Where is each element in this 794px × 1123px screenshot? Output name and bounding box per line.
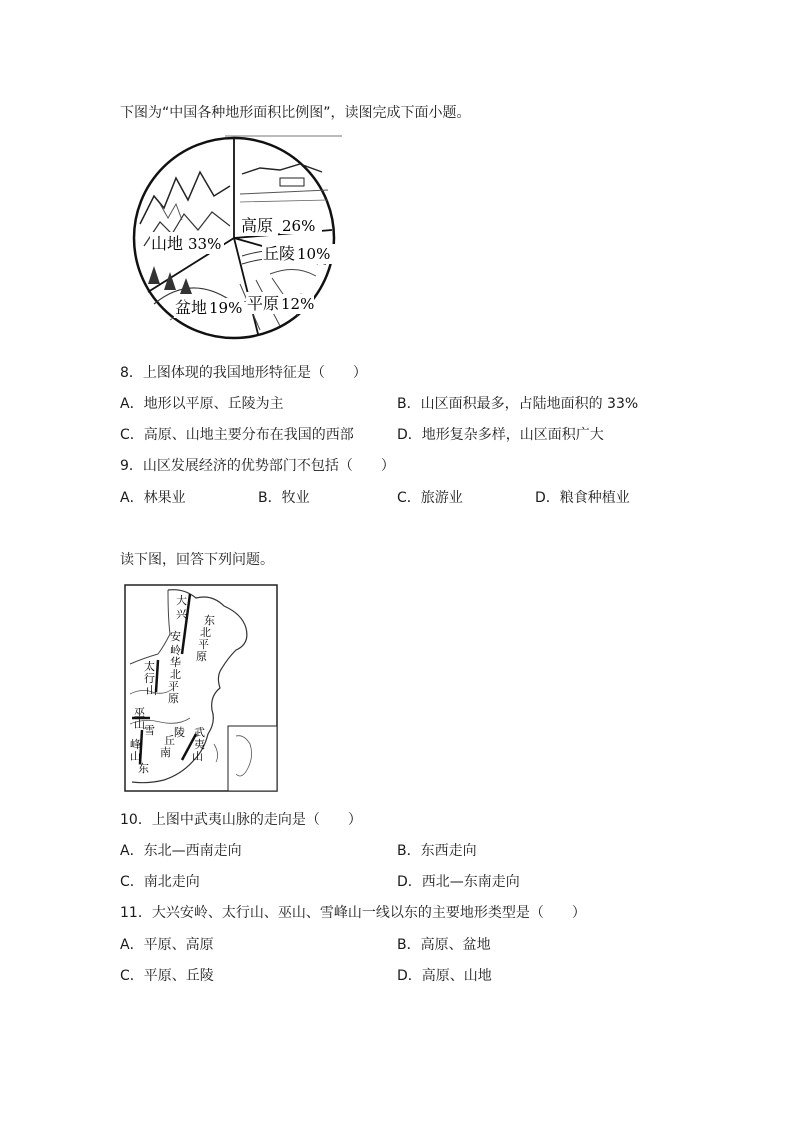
q10-stem: 10．上图中武夷山脉的走向是（ ）: [120, 812, 362, 828]
pie-label-mountain: 山地: [151, 234, 184, 253]
q9-option-c[interactable]: C．旅游业: [397, 490, 463, 506]
map-label-taihang-1: 太: [144, 660, 155, 673]
q10-option-a[interactable]: A．东北—西南走向: [120, 843, 242, 859]
pie-label-plain: 平原: [247, 294, 280, 313]
q11-option-a[interactable]: A．平原、高原: [120, 937, 214, 953]
map-label-daxinganling-2: 兴: [176, 608, 187, 621]
q11-stem: 11．大兴安岭、太行山、巫山、雪峰山一线以东的主要地形类型是（ ）: [120, 905, 586, 921]
map-label-huabei-2: 北: [170, 668, 181, 681]
terrain-pie-chart: [130, 134, 345, 346]
map-label-huabei-3: 平: [168, 680, 179, 693]
map-label-wu-2: 山: [134, 718, 145, 731]
pie-label-plateau: 高原: [241, 216, 274, 235]
map-label-wuyi-2: 夷: [194, 738, 205, 751]
map-label-dongnan-2: 南: [160, 746, 171, 759]
map-label-xuefeng-1: 雪: [144, 724, 155, 737]
pie-label-basin: 盆地: [175, 298, 208, 317]
q8-stem: 8．上图体现的我国地形特征是（ ）: [120, 365, 367, 381]
map-label-dongnan-4: 东: [138, 762, 149, 775]
q11-option-b[interactable]: B．高原、盆地: [397, 937, 491, 953]
q11-option-c[interactable]: C．平原、丘陵: [120, 968, 214, 984]
map-label-taihang-3: 山: [146, 684, 157, 697]
map-label-taihang-2: 行: [144, 672, 155, 685]
q9-stem: 9．山区发展经济的优势部门不包括（ ）: [120, 458, 395, 474]
map-label-xuefeng-2: 峰: [130, 738, 141, 751]
pie-value-plain: 12%: [281, 295, 315, 313]
q9-option-a[interactable]: A．林果业: [120, 490, 186, 506]
map-label-dongbei-2: 北: [200, 626, 211, 639]
section2-intro: 读下图，回答下列问题。: [120, 552, 274, 568]
eastern-china-map: [124, 584, 278, 792]
map-label-wu-1: 巫: [134, 706, 145, 719]
map-label-dongbei-1: 东: [204, 614, 215, 627]
q9-option-d[interactable]: D．粮食种植业: [535, 490, 630, 506]
map-label-wuyi-1: 武: [194, 726, 205, 739]
q8-option-a[interactable]: A．地形以平原、丘陵为主: [120, 396, 284, 412]
pie-value-mountain: 33%: [188, 235, 222, 253]
q11-option-d[interactable]: D．高原、山地: [397, 968, 492, 984]
map-label-dongbei-3: 平: [198, 638, 209, 651]
map-label-daxinganling-3: 安: [170, 630, 181, 643]
pie-label-hills: 丘陵: [263, 244, 296, 263]
pie-value-hills: 10%: [297, 245, 331, 263]
q8-option-b[interactable]: B．山区面积最多，占陆地面积的 33%: [397, 396, 639, 412]
map-label-dongbei-4: 原: [196, 650, 207, 663]
pie-value-basin: 19%: [209, 299, 243, 317]
pie-value-plateau: 26%: [282, 217, 316, 235]
map-label-daxinganling-4: 岭: [170, 644, 181, 657]
q10-option-c[interactable]: C．南北走向: [120, 874, 200, 890]
map-label-dongnan-3: 丘: [164, 734, 175, 747]
map-label-xuefeng-3: 山: [130, 750, 141, 763]
q9-option-b[interactable]: B．牧业: [258, 490, 310, 506]
q8-option-d[interactable]: D．地形复杂多样，山区面积广大: [397, 427, 604, 443]
q8-option-c[interactable]: C．高原、山地主要分布在我国的西部: [120, 427, 354, 443]
map-label-huabei-4: 原: [168, 692, 179, 705]
map-label-huabei-1: 华: [170, 656, 181, 669]
map-label-dongnan-1: 陵: [174, 726, 185, 739]
q10-option-b[interactable]: B．东西走向: [397, 843, 477, 859]
map-label-wuyi-3: 山: [192, 750, 203, 763]
q10-option-d[interactable]: D．西北—东南走向: [397, 874, 520, 890]
map-label-daxinganling-1: 大: [176, 594, 187, 607]
section1-intro: 下图为“中国各种地形面积比例图”，读图完成下面小题。: [120, 105, 471, 121]
